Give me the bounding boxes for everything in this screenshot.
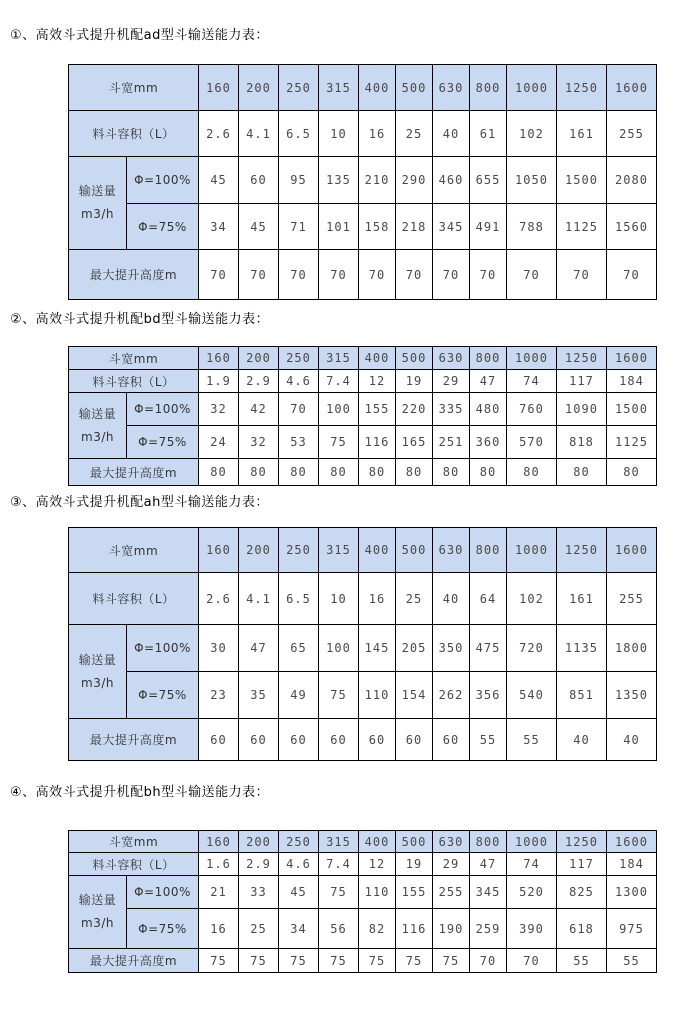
- bucket-volume-value: 4.6: [279, 853, 319, 876]
- capacity-label-line2: m3/h: [81, 916, 114, 930]
- bucket-volume-value: 12: [359, 853, 396, 876]
- bucket-width-value: 630: [433, 831, 470, 853]
- bucket-volume-value: 102: [507, 111, 557, 157]
- capacity-phi75-value: 116: [359, 426, 396, 459]
- table-row: [69, 528, 657, 573]
- capacity-phi75-value: 34: [279, 909, 319, 949]
- capacity-unit-label: [69, 876, 127, 949]
- capacity-unit-label: [69, 625, 127, 719]
- phi-75-label: Φ=75%: [127, 204, 199, 250]
- capacity-phi75-value: 1125: [607, 426, 657, 459]
- table-row: [69, 831, 657, 853]
- capacity-label-line1: 输送量: [78, 893, 117, 908]
- phi-100-label: Φ=100%: [127, 625, 199, 672]
- capacity-label-line1: 输送量: [78, 652, 117, 667]
- capacity-phi100-value: 255: [433, 876, 470, 909]
- max-height-value: 70: [433, 250, 470, 300]
- bucket-volume-value: 1.6: [199, 853, 239, 876]
- phi-100-label: Φ=100%: [127, 876, 199, 909]
- capacity-phi100-value: 2080: [607, 157, 657, 204]
- section-bucket-bh: [0, 785, 680, 973]
- capacity-phi100-value: 760: [507, 393, 557, 426]
- bucket-volume-value: 2.9: [239, 853, 279, 876]
- bucket-volume-value: 25: [396, 573, 433, 625]
- capacity-phi100-value: 1500: [607, 393, 657, 426]
- max-height-value: 60: [199, 719, 239, 761]
- bucket-volume-value: 61: [470, 111, 507, 157]
- bucket-volume-value: 12: [359, 370, 396, 393]
- capacity-phi75-value: 618: [557, 909, 607, 949]
- bucket-volume-value: 16: [359, 111, 396, 157]
- bucket-volume-label: 料斗容积（L）: [69, 573, 199, 625]
- section-title: ①、高效斗式提升机配ad型斗输送能力表：: [10, 28, 269, 43]
- capacity-table-holder: [68, 64, 680, 300]
- bucket-volume-value: 184: [607, 853, 657, 876]
- capacity-phi75-value: 975: [607, 909, 657, 949]
- capacity-phi100-value: 1500: [557, 157, 607, 204]
- bucket-width-value: 200: [239, 831, 279, 853]
- max-height-value: 70: [319, 250, 359, 300]
- bucket-width-value: 1600: [607, 347, 657, 370]
- capacity-phi75-value: 23: [199, 672, 239, 719]
- table-row: [69, 876, 657, 909]
- max-height-label: 最大提升高度m: [69, 459, 199, 486]
- capacity-phi100-value: 33: [239, 876, 279, 909]
- bucket-width-label: 斗宽mm: [69, 347, 199, 370]
- capacity-phi100-value: 45: [279, 876, 319, 909]
- table-row: [69, 459, 657, 486]
- bucket-volume-label: 料斗容积（L）: [69, 370, 199, 393]
- bucket-width-value: 400: [359, 347, 396, 370]
- bucket-width-value: 315: [319, 347, 359, 370]
- max-height-value: 55: [507, 719, 557, 761]
- bucket-volume-value: 2.6: [199, 111, 239, 157]
- capacity-phi75-value: 218: [396, 204, 433, 250]
- capacity-phi100-value: 32: [199, 393, 239, 426]
- capacity-phi75-value: 53: [279, 426, 319, 459]
- bucket-width-value: 630: [433, 65, 470, 111]
- bucket-width-value: 160: [199, 831, 239, 853]
- capacity-phi75-value: 1125: [557, 204, 607, 250]
- capacity-phi100-value: 1800: [607, 625, 657, 672]
- capacity-phi100-value: 475: [470, 625, 507, 672]
- capacity-phi75-value: 356: [470, 672, 507, 719]
- bucket-width-value: 1600: [607, 831, 657, 853]
- bucket-volume-value: 4.1: [239, 111, 279, 157]
- max-height-label: 最大提升高度m: [69, 719, 199, 761]
- bucket-volume-value: 161: [557, 573, 607, 625]
- capacity-phi75-value: 110: [359, 672, 396, 719]
- capacity-phi100-value: 45: [199, 157, 239, 204]
- bucket-width-value: 500: [396, 65, 433, 111]
- bucket-volume-value: 117: [557, 853, 607, 876]
- table-row: [69, 672, 657, 719]
- table-row: [69, 347, 657, 370]
- capacity-unit-label: [69, 157, 127, 250]
- capacity-phi75-value: 818: [557, 426, 607, 459]
- capacity-phi75-value: 540: [507, 672, 557, 719]
- phi-100-label: Φ=100%: [127, 393, 199, 426]
- bucket-volume-value: 74: [507, 370, 557, 393]
- max-height-value: 80: [433, 459, 470, 486]
- capacity-table: [68, 64, 657, 300]
- bucket-width-value: 315: [319, 528, 359, 573]
- capacity-phi75-value: 154: [396, 672, 433, 719]
- capacity-phi100-value: 135: [319, 157, 359, 204]
- capacity-phi100-value: 65: [279, 625, 319, 672]
- table-row: [69, 909, 657, 949]
- bucket-width-value: 250: [279, 65, 319, 111]
- max-height-value: 80: [507, 459, 557, 486]
- max-height-value: 70: [396, 250, 433, 300]
- max-height-value: 70: [239, 250, 279, 300]
- bucket-width-value: 1000: [507, 347, 557, 370]
- bucket-width-value: 800: [470, 347, 507, 370]
- capacity-phi75-value: 71: [279, 204, 319, 250]
- section-bucket-bd: [0, 312, 680, 486]
- bucket-volume-value: 2.9: [239, 370, 279, 393]
- capacity-phi100-value: 30: [199, 625, 239, 672]
- max-height-value: 70: [470, 250, 507, 300]
- max-height-value: 75: [239, 949, 279, 973]
- bucket-volume-value: 161: [557, 111, 607, 157]
- max-height-value: 55: [470, 719, 507, 761]
- capacity-phi75-value: 259: [470, 909, 507, 949]
- capacity-phi75-value: 345: [433, 204, 470, 250]
- capacity-phi100-value: 220: [396, 393, 433, 426]
- bucket-volume-value: 1.9: [199, 370, 239, 393]
- bucket-width-value: 1250: [557, 65, 607, 111]
- bucket-width-value: 1600: [607, 528, 657, 573]
- max-height-value: 60: [279, 719, 319, 761]
- bucket-width-value: 1600: [607, 65, 657, 111]
- bucket-width-value: 630: [433, 347, 470, 370]
- capacity-phi75-value: 35: [239, 672, 279, 719]
- max-height-value: 75: [279, 949, 319, 973]
- bucket-width-value: 160: [199, 528, 239, 573]
- max-height-value: 70: [557, 250, 607, 300]
- max-height-value: 70: [359, 250, 396, 300]
- max-height-value: 75: [319, 949, 359, 973]
- bucket-volume-value: 2.6: [199, 573, 239, 625]
- max-height-value: 80: [279, 459, 319, 486]
- capacity-phi100-value: 205: [396, 625, 433, 672]
- bucket-volume-value: 16: [359, 573, 396, 625]
- max-height-value: 60: [239, 719, 279, 761]
- table-row: [69, 426, 657, 459]
- max-height-value: 70: [279, 250, 319, 300]
- bucket-width-value: 200: [239, 347, 279, 370]
- bucket-volume-value: 64: [470, 573, 507, 625]
- capacity-phi75-value: 45: [239, 204, 279, 250]
- capacity-phi75-value: 190: [433, 909, 470, 949]
- capacity-phi75-value: 360: [470, 426, 507, 459]
- max-height-value: 70: [199, 250, 239, 300]
- bucket-volume-value: 29: [433, 370, 470, 393]
- capacity-phi100-value: 290: [396, 157, 433, 204]
- capacity-phi100-value: 210: [359, 157, 396, 204]
- section-bucket-ad: [0, 28, 680, 300]
- capacity-phi75-value: 75: [319, 426, 359, 459]
- capacity-phi100-value: 21: [199, 876, 239, 909]
- table-row: [69, 370, 657, 393]
- bucket-volume-value: 19: [396, 853, 433, 876]
- bucket-width-value: 500: [396, 347, 433, 370]
- capacity-phi100-value: 1135: [557, 625, 607, 672]
- bucket-width-value: 250: [279, 347, 319, 370]
- max-height-value: 80: [607, 459, 657, 486]
- capacity-phi75-value: 262: [433, 672, 470, 719]
- capacity-phi100-value: 350: [433, 625, 470, 672]
- bucket-width-value: 800: [470, 65, 507, 111]
- capacity-phi75-value: 851: [557, 672, 607, 719]
- table-row: [69, 157, 657, 204]
- bucket-volume-value: 117: [557, 370, 607, 393]
- capacity-label-line2: m3/h: [81, 675, 114, 690]
- capacity-label-line1: 输送量: [78, 184, 117, 199]
- bucket-width-label: 斗宽mm: [69, 528, 199, 573]
- bucket-width-value: 400: [359, 831, 396, 853]
- capacity-phi100-value: 720: [507, 625, 557, 672]
- capacity-phi100-value: 1050: [507, 157, 557, 204]
- bucket-width-value: 630: [433, 528, 470, 573]
- max-height-value: 75: [433, 949, 470, 973]
- max-height-value: 80: [239, 459, 279, 486]
- bucket-width-label: 斗宽mm: [69, 831, 199, 853]
- max-height-value: 80: [199, 459, 239, 486]
- capacity-phi75-value: 25: [239, 909, 279, 949]
- capacity-phi100-value: 100: [319, 625, 359, 672]
- max-height-value: 75: [199, 949, 239, 973]
- capacity-phi100-value: 95: [279, 157, 319, 204]
- section-title: ③、高效斗式提升机配ah型斗输送能力表：: [10, 495, 269, 510]
- max-height-value: 55: [557, 949, 607, 973]
- capacity-phi75-value: 116: [396, 909, 433, 949]
- capacity-phi100-value: 47: [239, 625, 279, 672]
- bucket-volume-label: 料斗容积（L）: [69, 853, 199, 876]
- bucket-volume-value: 7.4: [319, 370, 359, 393]
- capacity-label-line1: 输送量: [78, 406, 117, 421]
- capacity-phi100-value: 110: [359, 876, 396, 909]
- capacity-phi75-value: 82: [359, 909, 396, 949]
- bucket-width-value: 200: [239, 65, 279, 111]
- capacity-table-holder: [68, 346, 680, 486]
- capacity-phi75-value: 390: [507, 909, 557, 949]
- max-height-value: 55: [607, 949, 657, 973]
- max-height-value: 60: [359, 719, 396, 761]
- max-height-value: 40: [557, 719, 607, 761]
- table-row: [69, 393, 657, 426]
- capacity-phi100-value: 42: [239, 393, 279, 426]
- bucket-width-value: 1000: [507, 65, 557, 111]
- capacity-table: [68, 527, 657, 761]
- bucket-width-value: 500: [396, 528, 433, 573]
- bucket-volume-value: 47: [470, 853, 507, 876]
- capacity-phi75-value: 158: [359, 204, 396, 250]
- max-height-value: 70: [607, 250, 657, 300]
- section-title: ②、高效斗式提升机配bd型斗输送能力表：: [10, 312, 270, 327]
- max-height-value: 70: [507, 949, 557, 973]
- bucket-width-value: 200: [239, 528, 279, 573]
- section-title: ④、高效斗式提升机配bh型斗输送能力表：: [10, 785, 270, 800]
- max-height-label: 最大提升高度m: [69, 949, 199, 973]
- capacity-phi75-value: 165: [396, 426, 433, 459]
- capacity-phi75-value: 101: [319, 204, 359, 250]
- capacity-phi100-value: 100: [319, 393, 359, 426]
- bucket-volume-value: 255: [607, 111, 657, 157]
- max-height-value: 40: [607, 719, 657, 761]
- bucket-width-value: 1250: [557, 831, 607, 853]
- bucket-width-value: 1250: [557, 528, 607, 573]
- bucket-width-value: 315: [319, 65, 359, 111]
- capacity-phi100-value: 70: [279, 393, 319, 426]
- capacity-table: [68, 346, 657, 486]
- max-height-value: 75: [396, 949, 433, 973]
- table-row: [69, 719, 657, 761]
- bucket-width-value: 160: [199, 347, 239, 370]
- capacity-phi75-value: 570: [507, 426, 557, 459]
- capacity-phi100-value: 335: [433, 393, 470, 426]
- capacity-unit-label: [69, 393, 127, 459]
- bucket-width-value: 315: [319, 831, 359, 853]
- max-height-value: 80: [396, 459, 433, 486]
- capacity-phi100-value: 75: [319, 876, 359, 909]
- bucket-width-value: 400: [359, 528, 396, 573]
- bucket-width-value: 250: [279, 831, 319, 853]
- bucket-width-value: 1000: [507, 528, 557, 573]
- capacity-phi100-value: 345: [470, 876, 507, 909]
- capacity-phi75-value: 788: [507, 204, 557, 250]
- max-height-value: 70: [470, 949, 507, 973]
- bucket-volume-value: 40: [433, 111, 470, 157]
- table-row: [69, 65, 657, 111]
- capacity-label-line2: m3/h: [81, 207, 114, 221]
- capacity-phi75-value: 32: [239, 426, 279, 459]
- capacity-table-holder: [68, 830, 680, 973]
- capacity-table-holder: [68, 527, 680, 761]
- bucket-volume-value: 184: [607, 370, 657, 393]
- capacity-phi75-value: 491: [470, 204, 507, 250]
- table-row: [69, 204, 657, 250]
- bucket-width-label: 斗宽mm: [69, 65, 199, 111]
- capacity-phi75-value: 24: [199, 426, 239, 459]
- bucket-width-value: 800: [470, 528, 507, 573]
- bucket-width-value: 1250: [557, 347, 607, 370]
- max-height-value: 80: [319, 459, 359, 486]
- bucket-volume-value: 10: [319, 111, 359, 157]
- bucket-volume-value: 6.5: [279, 573, 319, 625]
- bucket-width-value: 800: [470, 831, 507, 853]
- max-height-value: 70: [507, 250, 557, 300]
- table-row: [69, 625, 657, 672]
- max-height-value: 60: [433, 719, 470, 761]
- capacity-phi100-value: 1300: [607, 876, 657, 909]
- bucket-volume-value: 40: [433, 573, 470, 625]
- capacity-phi100-value: 655: [470, 157, 507, 204]
- phi-75-label: Φ=75%: [127, 426, 199, 459]
- max-height-value: 80: [557, 459, 607, 486]
- capacity-phi75-value: 34: [199, 204, 239, 250]
- max-height-value: 75: [359, 949, 396, 973]
- table-row: [69, 853, 657, 876]
- capacity-phi75-value: 75: [319, 672, 359, 719]
- capacity-phi75-value: 49: [279, 672, 319, 719]
- capacity-table: [68, 830, 657, 973]
- max-height-value: 80: [359, 459, 396, 486]
- capacity-phi100-value: 155: [396, 876, 433, 909]
- capacity-phi75-value: 1350: [607, 672, 657, 719]
- capacity-phi100-value: 520: [507, 876, 557, 909]
- bucket-volume-value: 29: [433, 853, 470, 876]
- table-row: [69, 949, 657, 973]
- bucket-volume-value: 255: [607, 573, 657, 625]
- document-body: [0, 28, 680, 973]
- bucket-width-value: 1000: [507, 831, 557, 853]
- bucket-width-value: 160: [199, 65, 239, 111]
- bucket-volume-value: 47: [470, 370, 507, 393]
- capacity-phi75-value: 1560: [607, 204, 657, 250]
- bucket-volume-value: 19: [396, 370, 433, 393]
- max-height-value: 80: [470, 459, 507, 486]
- capacity-phi75-value: 56: [319, 909, 359, 949]
- capacity-phi75-value: 16: [199, 909, 239, 949]
- bucket-volume-value: 7.4: [319, 853, 359, 876]
- max-height-label: 最大提升高度m: [69, 250, 199, 300]
- bucket-volume-value: 6.5: [279, 111, 319, 157]
- bucket-volume-value: 74: [507, 853, 557, 876]
- bucket-width-value: 250: [279, 528, 319, 573]
- capacity-phi100-value: 60: [239, 157, 279, 204]
- capacity-phi100-value: 1090: [557, 393, 607, 426]
- max-height-value: 60: [319, 719, 359, 761]
- capacity-phi100-value: 480: [470, 393, 507, 426]
- capacity-label-line2: m3/h: [81, 429, 114, 444]
- capacity-phi100-value: 155: [359, 393, 396, 426]
- bucket-width-value: 400: [359, 65, 396, 111]
- max-height-value: 60: [396, 719, 433, 761]
- table-row: [69, 250, 657, 300]
- bucket-width-value: 500: [396, 831, 433, 853]
- capacity-phi100-value: 825: [557, 876, 607, 909]
- bucket-volume-value: 102: [507, 573, 557, 625]
- capacity-phi100-value: 460: [433, 157, 470, 204]
- bucket-volume-value: 4.6: [279, 370, 319, 393]
- table-row: [69, 573, 657, 625]
- bucket-volume-label: 料斗容积（L）: [69, 111, 199, 157]
- bucket-volume-value: 4.1: [239, 573, 279, 625]
- section-bucket-ah: [0, 495, 680, 761]
- table-row: [69, 111, 657, 157]
- phi-75-label: Φ=75%: [127, 672, 199, 719]
- phi-75-label: Φ=75%: [127, 909, 199, 949]
- bucket-volume-value: 25: [396, 111, 433, 157]
- phi-100-label: Φ=100%: [127, 157, 199, 204]
- capacity-phi75-value: 251: [433, 426, 470, 459]
- capacity-phi100-value: 145: [359, 625, 396, 672]
- bucket-volume-value: 10: [319, 573, 359, 625]
